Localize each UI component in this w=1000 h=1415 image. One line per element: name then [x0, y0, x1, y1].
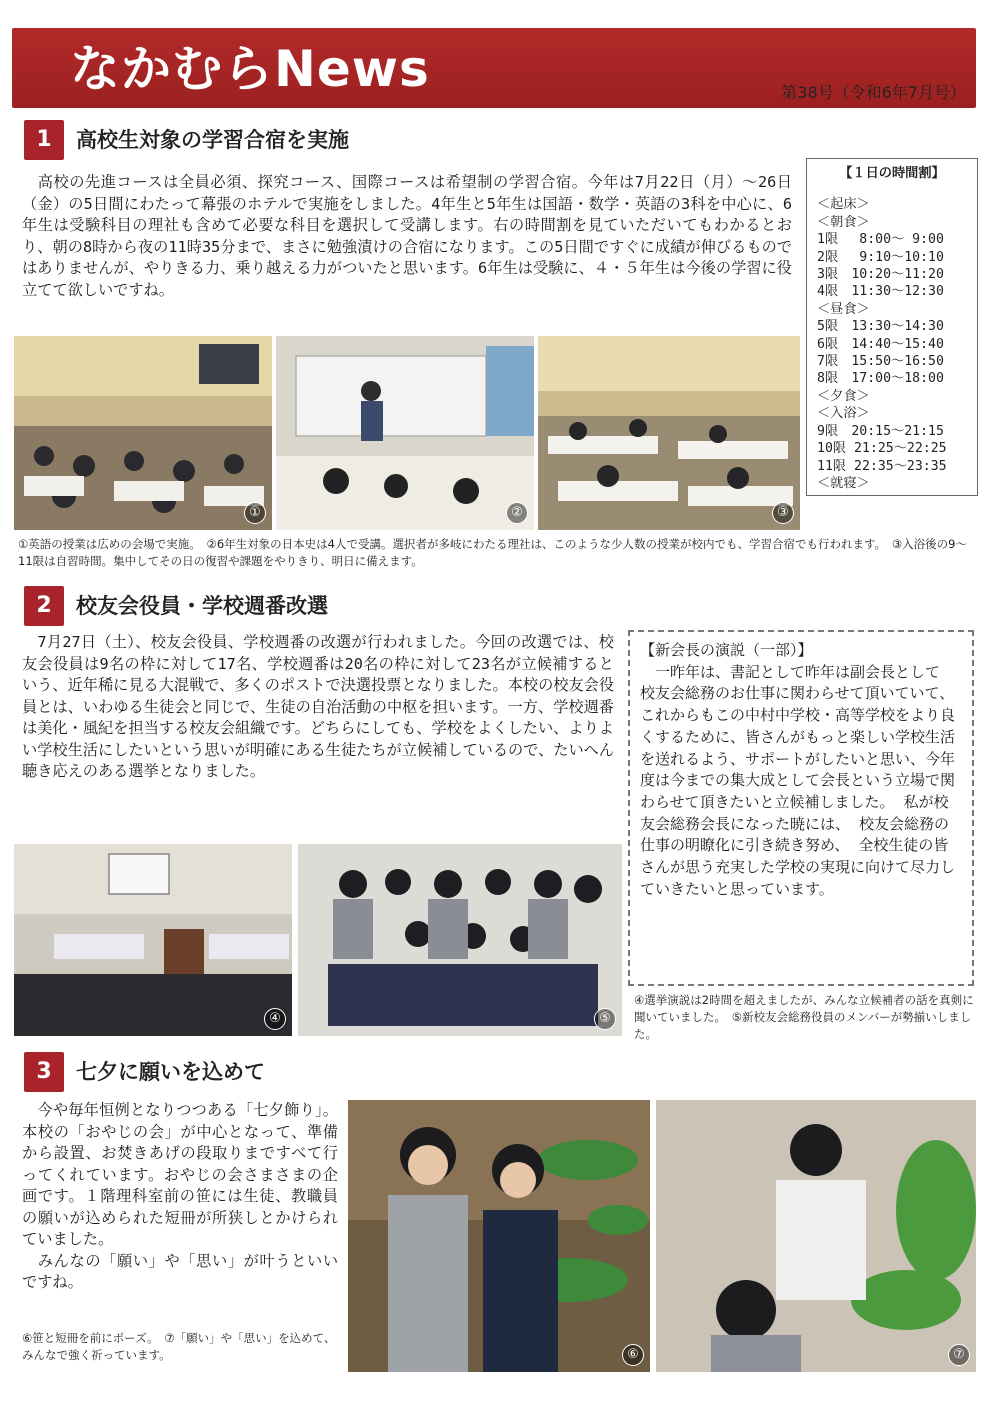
section-1-caption: ①英語の授業は広めの会場で実施。 ②6年生対象の日本史は4人で受講。選択者が多岐にわたる理社は、このような少人数の授業が校内でも、学習合宿でも行われます。 ③入浴後の9～11限は自習時間。集中してその日の復習や課題をやりきり、明日に備えます。 — [18, 537, 967, 568]
photo-badge-4: ④ — [264, 1008, 286, 1030]
section-3-number: 3 — [24, 1052, 64, 1092]
timetable-row: 7限 15:50～16:50 — [817, 354, 944, 370]
section-2-body: 7月27日（土）、校友会役員、学校週番の改選が行われました。今回の改選では、校友会役員は9名の枠に対して17名、学校週番は20名の枠に対して23名が立候補するという、近年稀に見る大混戦で、多くのポストで決選投票となりました。本校の校友会役員とは、いわゆる生徒会と同じで、生徒の自治活動の中枢を担います。一方、学校週番は美化・風紀を担当する校友会組織です。どちらにしても、学校をよくしたい、よりよい学校生活にしたいという思いが明確にある生徒たちが立候補しているので、たいへん聴き応えのある選挙となりました。 — [22, 633, 615, 780]
photo-badge-1: ① — [244, 502, 266, 524]
photo-badge-2: ② — [506, 502, 528, 524]
daily-timetable — [806, 158, 978, 496]
speech-heading: 【新会長の演説（一部）】 — [640, 641, 813, 659]
president-speech-box — [628, 630, 974, 986]
tanabata-pose-photo — [348, 1100, 650, 1372]
election-speech-photo — [14, 844, 292, 1036]
timetable-row: 1限 8:00～ 9:00 — [817, 232, 944, 248]
photo-badge-3: ③ — [772, 502, 794, 524]
timetable-row: ＜夕食＞ — [817, 388, 870, 404]
section-3-body: 今や毎年恒例となりつつある「七夕飾り」。本校の「おやじの会」が中心となって、準備から設置、お焚きあげの段取りまですべて行ってくれています。おやじの会さまさまの企画です。１階理科室前の笹には生徒、教職員の願いが込められた短冊が所狭しとかけられていました。 みんなの「願い」や「思い」が叶うといいですね。 — [22, 1101, 338, 1291]
timetable-row: 11限 22:35～23:35 — [817, 458, 947, 474]
english-class-photo — [14, 336, 272, 530]
new-officers-photo — [298, 844, 622, 1036]
section-1-title: 高校生対象の学習合宿を実施 — [76, 128, 349, 152]
section-3-caption: ⑥笹と短冊を前にポーズ。 ⑦「願い」や「思い」を込めて、みんなで強く祈っています。 — [22, 1331, 336, 1362]
timetable-title: 【１日の時間割】 — [839, 166, 945, 181]
timetable-row: 4限 11:30～12:30 — [817, 284, 944, 300]
timetable-row: ＜起床＞ — [817, 197, 870, 213]
timetable-row: 9限 20:15～21:15 — [817, 423, 944, 439]
timetable-row: 8限 17:00～18:00 — [817, 371, 944, 387]
section-2-title: 校友会役員・学校週番改選 — [76, 594, 328, 618]
section-3-title: 七夕に願いを込めて — [76, 1060, 265, 1084]
timetable-row: 5限 13:30～14:30 — [817, 319, 944, 335]
photo-badge-5: ⑤ — [594, 1008, 616, 1030]
self-study-photo — [538, 336, 800, 530]
section-2-caption: ④選挙演説は2時間を超えましたが、みんな立候補者の話を真剣に聞いていました。 ⑤新校友会総務役員のメンバーが勢揃いしました。 — [634, 993, 974, 1041]
timetable-row: 3限 10:20～11:20 — [817, 267, 944, 283]
timetable-row: 2限 9:10～10:10 — [817, 249, 944, 265]
section-1-body: 高校の先進コースは全員必須、探究コース、国際コースは希望制の学習合宿。今年は7月22日（月）～26日（金）の5日間にわたって幕張のホテルで実施をしました。4年生と5年生は国語・数学・英語の3科を中心に、6年生は受験科目の理社も含めて必要な科目を選択して受講します。右の時間割を見ていただいてもわかるとおり、朝の8時から夜の11時35分まで、まさに勉強漬けの合宿になります。この5日間ですぐに成績が伸びるものではありませんが、やりきる力、乗り越える力がついたと思います。6年生は受験に、４・５年生は今後の学習に役立てて欲しいですね。 — [22, 173, 792, 299]
issue-number: 第38号（令和6年7月号） — [781, 83, 966, 102]
timetable-row: 6限 14:40～15:40 — [817, 336, 944, 352]
timetable-row: ＜就寝＞ — [817, 475, 870, 491]
tanabata-prayer-photo — [656, 1100, 976, 1372]
timetable-row: ＜昼食＞ — [817, 301, 870, 317]
timetable-row: 10限 21:25～22:25 — [817, 441, 947, 457]
photo-badge-6: ⑥ — [622, 1344, 644, 1366]
newsletter-title: なかむらNews — [70, 40, 430, 98]
timetable-rows — [817, 196, 967, 492]
timetable-row: ＜入浴＞ — [817, 406, 870, 422]
section-1-number: 1 — [24, 120, 64, 160]
section-2-number: 2 — [24, 586, 64, 626]
speech-text: 一昨年は、書記として昨年は副会長として 校友会総務のお仕事に関わらせて頂いていて、 これからもこの中村中学校・高等学校をより良くするために、皆さんがもっと楽しい学校生活を送れるよう、サポートがしたいと思い、今年度は今までの集大成として会長という立場で関わらせて頂きたいと立候補しました。 私が校友会総務会長になった暁には、 校友会総務の仕事の明瞭化に引き続き努め、 全校生徒の皆さんが思う充実した学校の実現に向けて尽力していきたいと思っています。 — [640, 662, 956, 898]
photo-badge-7: ⑦ — [948, 1344, 970, 1366]
timetable-row: ＜朝食＞ — [817, 214, 870, 230]
history-class-photo — [276, 336, 534, 530]
